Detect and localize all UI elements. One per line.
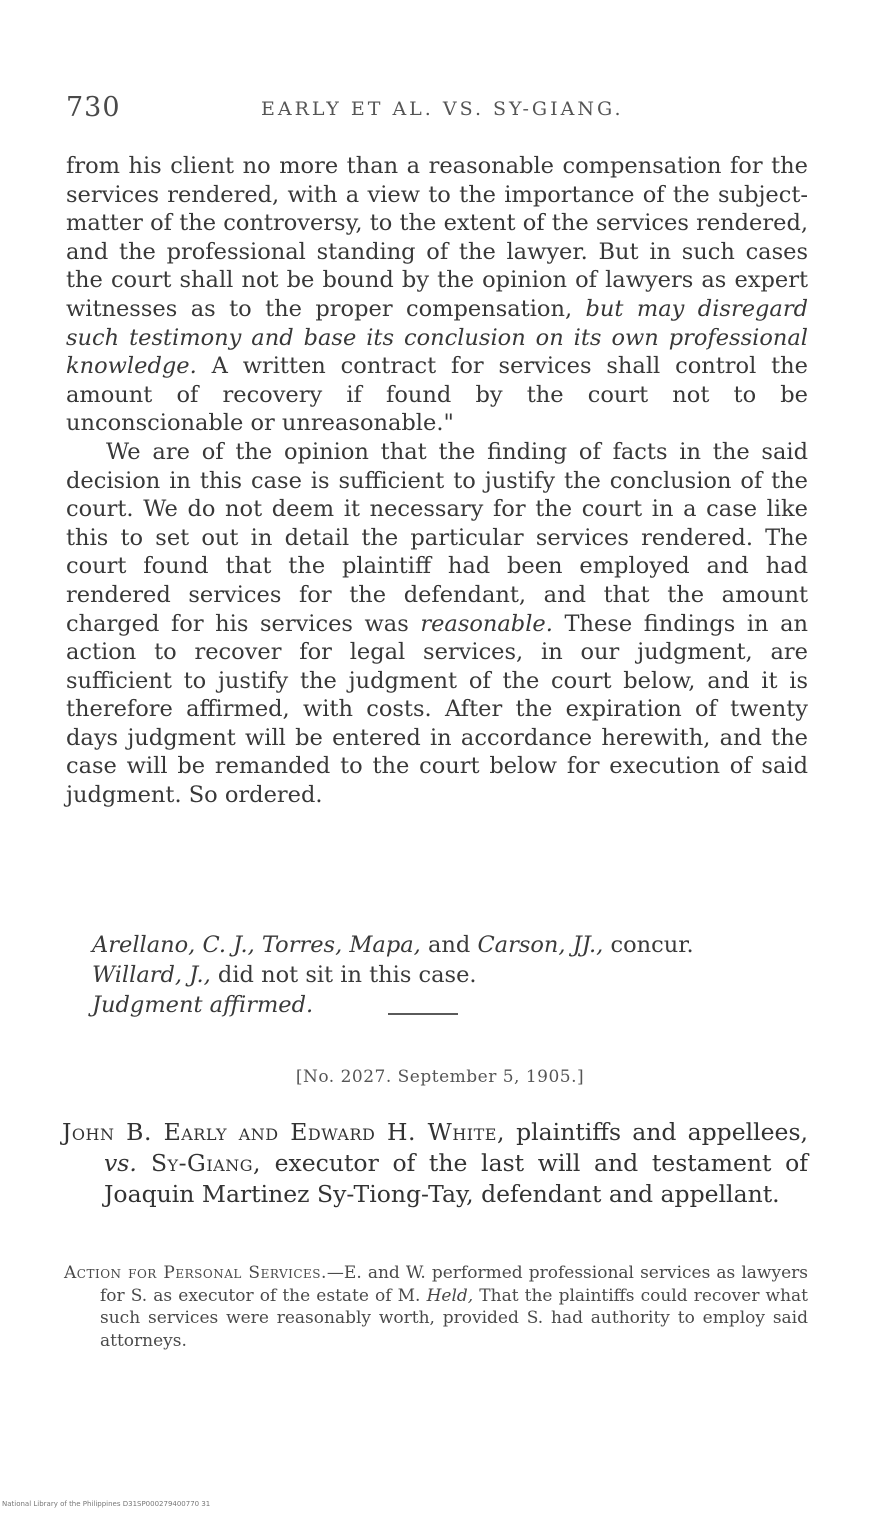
case-title: John B. Early and Edward H. White, plaintiffs and appellees, vs. Sy-Giang, executor of the last will and testament of Joaquin Martinez Sy-Tiong-Tay, defendant and appellant. <box>62 1118 808 1208</box>
paragraph-holding: We are of the opinion that the finding of facts in the said decision in this case is sufficient to justify the conclusion of the court. We do not deem it necessary for the court in a case like this to set out in detail the particular services rendered. The court found that the plaintiff had been employed and had rendered services for the defendant, and that the amount charged for his services was reasonable. These findings in an action to recover for legal services, in our judgment, are sufficient to justify the judgment of the court below, and it is therefore affirmed, with costs. After the expiration of twenty days judgment will be entered in accordance herewith, and the case will be remanded to the court below for execution of said judgment. So ordered. <box>66 438 808 809</box>
docket-number: [No. 2027. September 5, 1905.] <box>295 1067 585 1087</box>
scan-footer: National Library of the Philippines D31SP000279400770 31 <box>2 1500 211 1508</box>
page-header <box>66 92 816 132</box>
section-divider <box>388 1013 458 1015</box>
concurrence-block <box>92 930 808 1020</box>
syllabus: Action for Personal Services.—E. and W. performed professional services as lawyers for S. as executor of the estate of M. Held, That the plaintiffs could recover what such services were reasonably worth, provided S. had authority to employ said attorneys. <box>64 1263 809 1351</box>
judgment-line: Judgment affirmed. <box>92 992 314 1018</box>
page-number: 730 <box>66 92 121 123</box>
opinion-text <box>66 152 808 810</box>
running-head: EARLY ET AL. VS. SY-GIANG. <box>261 98 624 120</box>
concurrence-line: Arellano, C. J., Torres, Mapa, and Carson, JJ., concur. <box>92 932 694 958</box>
paragraph-quote-end: from his client no more than a reasonable compensation for the services rendered, with a view to the importance of the subject-matter of the controversy, to the extent of the services rendered, and the professional standing of the lawyer. But in such cases the court shall not be bound by the opinion of lawyers as expert witnesses as to the proper compensation, but may disregard such testimony and base its conclusion on its own professional knowledge. A written contract for services shall control the amount of recovery if found by the court not to be unconscionable or unreasonable." <box>66 153 808 437</box>
recusal-line: Willard, J., did not sit in this case. <box>92 962 477 988</box>
